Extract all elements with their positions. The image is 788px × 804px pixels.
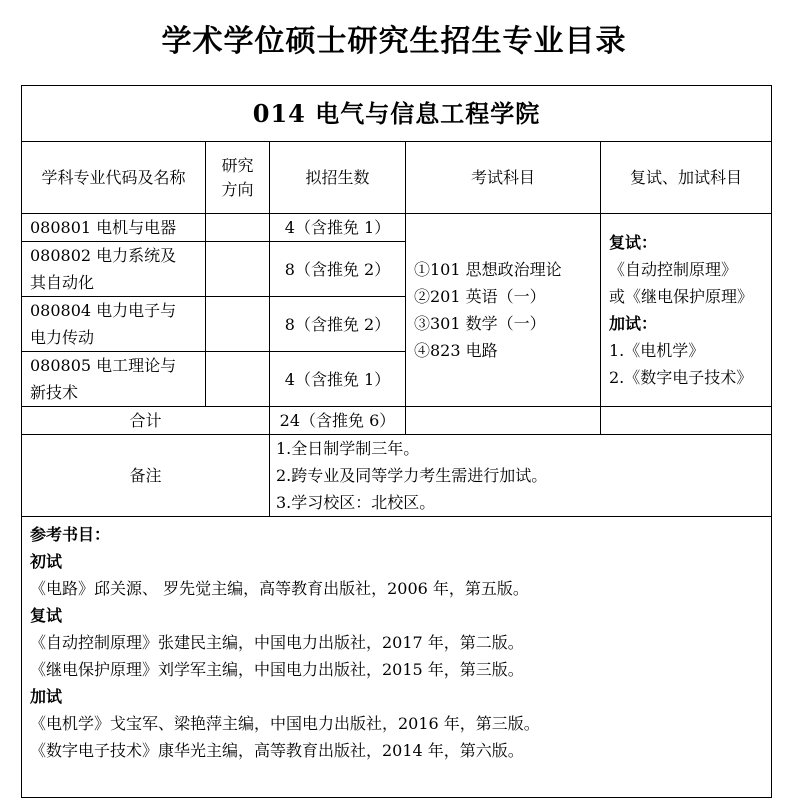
references-retest-label: 复试 — [30, 606, 63, 625]
retest-item: 或《继电保护原理》 — [609, 287, 754, 306]
header-retest: 复试、加试科目 — [601, 142, 772, 214]
notes-content — [270, 435, 772, 517]
exam-subject: ④823 电路 — [414, 341, 498, 360]
notes-row — [22, 435, 772, 517]
header-exam: 考试科目 — [406, 142, 601, 214]
major-quota: 8（含推免 2） — [270, 297, 406, 352]
header-row — [22, 142, 772, 214]
extra-item: 1.《电机学》 — [609, 341, 705, 360]
references-initial-label: 初试 — [30, 552, 63, 571]
header-direction-line2: 方向 — [221, 179, 254, 199]
note-item: 3.学习校区：北校区。 — [276, 493, 436, 512]
major-quota: 4（含推免 1） — [270, 352, 406, 407]
header-direction-line1: 研究 — [221, 155, 254, 175]
major-direction — [206, 352, 270, 407]
header-direction — [206, 142, 270, 214]
major-quota: 4（含推免 1） — [270, 214, 406, 242]
major-name-line1: 080802 电力系统及 — [30, 246, 177, 265]
retest-subjects — [601, 214, 772, 407]
extra-label: 加试： — [609, 314, 658, 333]
header-major: 学科专业代码及名称 — [22, 142, 206, 214]
note-item: 1.全日制学制三年。 — [276, 439, 420, 458]
notes-label: 备注 — [22, 435, 270, 517]
major-name — [22, 214, 206, 242]
major-quota: 8（含推免 2） — [270, 242, 406, 297]
college-row — [22, 86, 772, 142]
references-heading: 参考书目： — [30, 525, 111, 544]
total-retest-empty — [601, 407, 772, 435]
reference-item: 《数字电子技术》康华光主编，高等教育出版社，2014 年，第六版。 — [30, 741, 524, 760]
college-title: 014 电气与信息工程学院 — [22, 86, 772, 142]
exam-subject: ①101 思想政治理论 — [414, 260, 562, 279]
header-quota: 拟招生数 — [270, 142, 406, 214]
major-name-line2: 电力传动 — [30, 328, 95, 347]
major-direction — [206, 297, 270, 352]
page-title: 学术学位硕士研究生招生专业目录 — [161, 24, 627, 59]
catalog-table — [21, 85, 772, 798]
reference-item: 《电路》邱关源、 罗先觉主编，高等教育出版社，2006 年，第五版。 — [30, 579, 529, 598]
major-name — [22, 297, 206, 352]
references-row — [22, 517, 772, 798]
major-name-line2: 其自动化 — [30, 273, 95, 292]
major-direction — [206, 242, 270, 297]
major-name-line1: 080804 电力电子与 — [30, 301, 177, 320]
reference-item: 《电机学》戈宝军、梁艳萍主编，中国电力出版社，2016 年，第三版。 — [30, 714, 540, 733]
major-name — [22, 242, 206, 297]
references-extra-label: 加试 — [30, 687, 63, 706]
retest-label: 复试： — [609, 233, 658, 252]
note-item: 2.跨专业及同等学力考生需进行加试。 — [276, 466, 548, 485]
reference-item: 《自动控制原理》张建民主编，中国电力出版社，2017 年，第二版。 — [30, 633, 524, 652]
table-row — [22, 214, 772, 242]
total-row — [22, 407, 772, 435]
major-name-line1: 080801 电机与电器 — [30, 218, 177, 237]
retest-item: 《自动控制原理》 — [609, 260, 738, 279]
exam-subject: ③301 数学（一） — [414, 314, 546, 333]
reference-item: 《继电保护原理》刘学军主编，中国电力出版社，2015 年，第三版。 — [30, 660, 524, 679]
total-label: 合计 — [22, 407, 270, 435]
major-name-line1: 080805 电工理论与 — [30, 356, 177, 375]
total-exam-empty — [406, 407, 601, 435]
major-direction — [206, 214, 270, 242]
extra-item: 2.《数字电子技术》 — [609, 368, 753, 387]
exam-subject: ②201 英语（一） — [414, 287, 546, 306]
major-name-line2: 新技术 — [30, 383, 79, 402]
exam-subjects — [406, 214, 601, 407]
references-content — [22, 517, 772, 798]
major-name — [22, 352, 206, 407]
total-quota: 24（含推免 6） — [270, 407, 406, 435]
